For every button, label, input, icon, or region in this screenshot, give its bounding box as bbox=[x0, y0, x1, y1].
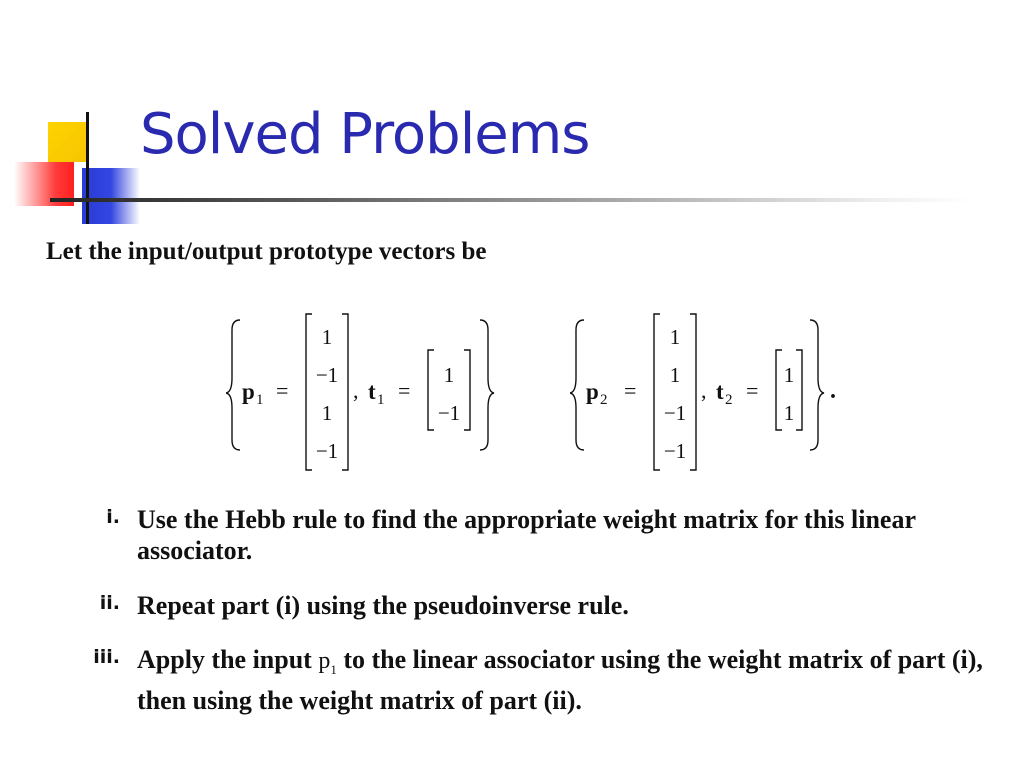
prototype-pair-2-equation bbox=[570, 308, 850, 478]
period: . bbox=[830, 378, 836, 404]
comma: , bbox=[701, 378, 707, 403]
question-text bbox=[137, 644, 1017, 716]
t-vector-right-bracket bbox=[796, 350, 802, 430]
t-subscript: 2 bbox=[725, 392, 733, 408]
p-label: p bbox=[586, 379, 599, 404]
question-number: iii. bbox=[93, 646, 120, 668]
t-label: t bbox=[716, 379, 724, 404]
t-vector-entry: −1 bbox=[437, 401, 461, 425]
vertical-rule bbox=[86, 112, 89, 224]
t-subscript: 1 bbox=[377, 392, 385, 408]
slide-title: Solved Problems bbox=[140, 102, 590, 167]
question-number: i. bbox=[106, 506, 120, 528]
p-vector-right-bracket bbox=[690, 314, 696, 470]
prototype-pair-1 bbox=[226, 308, 498, 478]
p-vector-entry: −1 bbox=[315, 363, 339, 387]
t-vector-entry: 1 bbox=[783, 363, 795, 387]
t-label: t bbox=[368, 379, 376, 404]
left-curly-brace bbox=[570, 320, 584, 450]
question-number: ii. bbox=[99, 592, 120, 614]
left-curly-brace bbox=[226, 320, 240, 450]
yellow-square-decoration bbox=[48, 122, 88, 162]
p-vector-entry: 1 bbox=[321, 401, 333, 425]
right-curly-brace bbox=[810, 320, 824, 450]
prototype-pair-1-equation bbox=[226, 308, 498, 478]
p-label: p bbox=[242, 379, 255, 404]
comma: , bbox=[353, 378, 359, 403]
p-vector-left-bracket bbox=[306, 314, 312, 470]
p-subscript: 1 bbox=[256, 392, 264, 408]
input-symbol-letter: p bbox=[318, 648, 331, 674]
p-subscript: 2 bbox=[600, 392, 608, 408]
equals-sign: = bbox=[398, 378, 411, 403]
t-vector-left-bracket bbox=[776, 350, 782, 430]
p-vector-entry: 1 bbox=[669, 363, 681, 387]
p-vector-left-bracket bbox=[654, 314, 660, 470]
p-vector-entry: −1 bbox=[663, 439, 687, 463]
p-vector-right-bracket bbox=[342, 314, 348, 470]
p-vector-entry: 1 bbox=[321, 325, 333, 349]
intro-text: Let the input/output prototype vectors be bbox=[46, 238, 487, 265]
title-underline-rule bbox=[50, 198, 970, 202]
blue-square-decoration bbox=[82, 168, 140, 224]
equals-sign: = bbox=[624, 378, 637, 403]
p-vector-entry: 1 bbox=[669, 325, 681, 349]
question-text-before: Apply the input bbox=[137, 645, 312, 674]
t-vector-entry: 1 bbox=[783, 401, 795, 425]
question-text-after: to the linear associator using the weight matrix of part (i), then using the weight matrix of part (ii). bbox=[137, 645, 983, 715]
p-vector-entry: −1 bbox=[315, 439, 339, 463]
right-curly-brace bbox=[480, 320, 494, 450]
t-vector-right-bracket bbox=[464, 350, 470, 430]
t-vector-left-bracket bbox=[428, 350, 434, 430]
prototype-pair-2 bbox=[570, 308, 850, 478]
question-text: Use the Hebb rule to find the appropriate weight matrix for this linear associator. bbox=[137, 505, 916, 565]
p-vector-entry: −1 bbox=[663, 401, 687, 425]
input-symbol bbox=[318, 648, 337, 677]
equals-sign: = bbox=[746, 378, 759, 403]
input-symbol-subscript: 1 bbox=[330, 661, 337, 677]
t-vector-entry: 1 bbox=[443, 363, 455, 387]
question-text: Repeat part (i) using the pseudoinverse rule. bbox=[137, 591, 629, 620]
equals-sign: = bbox=[276, 378, 289, 403]
